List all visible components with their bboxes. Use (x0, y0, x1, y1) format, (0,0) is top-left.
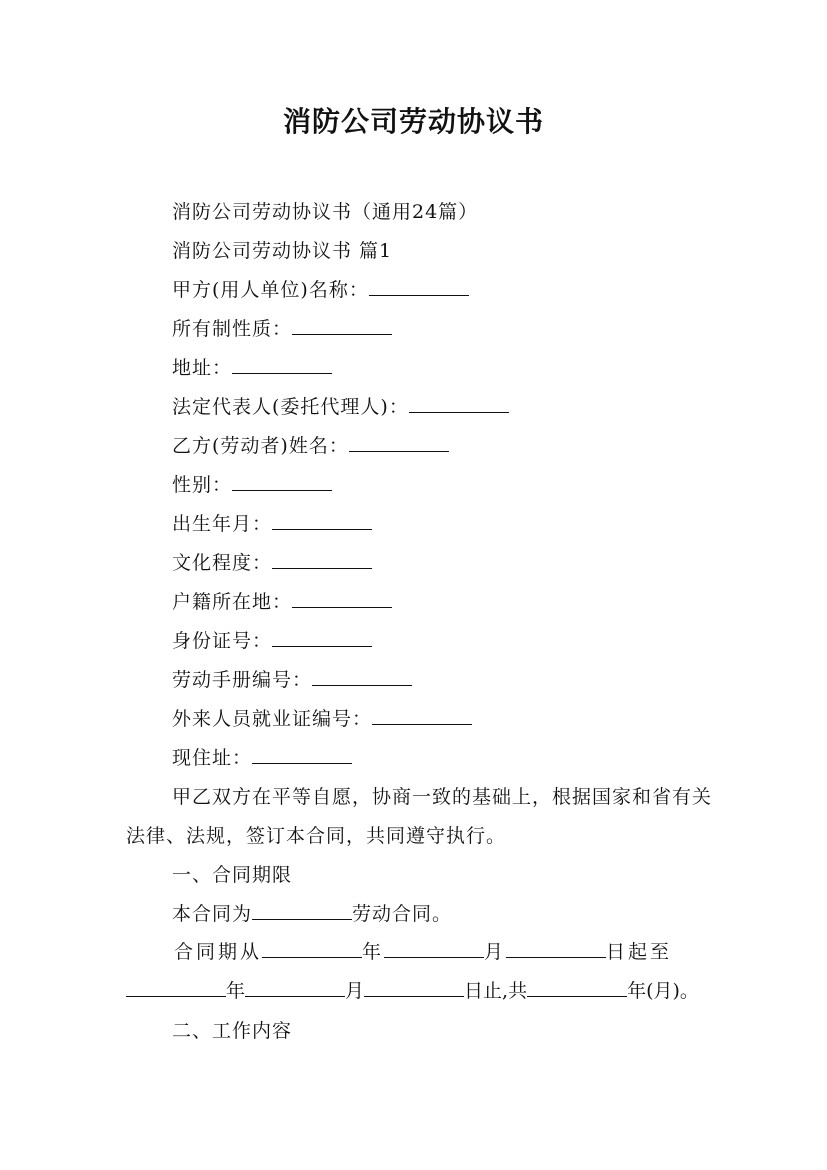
field-blank (232, 470, 332, 491)
section-title: 消防公司劳动协议书 篇1 (172, 240, 393, 262)
term-from-label: 合同期从 (174, 941, 263, 963)
field-row (172, 704, 472, 734)
field-blank (292, 587, 392, 608)
field-blank (252, 743, 352, 764)
term-day-start-label: 日起至 (606, 941, 673, 963)
field-row (172, 353, 332, 383)
field-label: 出生年月： (172, 513, 273, 535)
field-row (172, 587, 392, 617)
field-blank (272, 626, 372, 647)
field-row (172, 665, 412, 695)
field-row (172, 509, 372, 539)
field-label: 劳动手册编号： (172, 669, 313, 691)
field-blank (409, 392, 509, 413)
term-blank (245, 976, 345, 997)
field-label: 外来人员就业证编号： (172, 708, 373, 730)
field-label: 身份证号： (172, 630, 273, 652)
term-blank (126, 976, 226, 997)
field-label: 现住址： (172, 747, 253, 769)
clause-heading: 二、工作内容 (172, 1020, 293, 1042)
term-year-label: 年 (362, 941, 385, 963)
field-blank (349, 431, 449, 452)
field-row (172, 548, 372, 578)
field-blank (272, 509, 372, 530)
subtitle: 消防公司劳动协议书（通用24篇） (172, 201, 479, 223)
term-blank (262, 937, 362, 958)
field-blank (369, 275, 469, 296)
contract-term-row-1 (126, 933, 716, 972)
field-label: 乙方(劳动者)姓名： (172, 435, 349, 457)
field-label: 性别： (172, 474, 233, 496)
term-blank (506, 937, 606, 958)
term-year-label: 年 (226, 980, 246, 1002)
field-row (172, 470, 332, 500)
field-row (172, 743, 352, 773)
field-label: 法定代表人(委托代理人)： (172, 396, 409, 418)
contract-term-paragraph (126, 933, 716, 1011)
term-day-end-label: 日止,共 (464, 980, 528, 1002)
field-label: 所有制性质： (172, 318, 293, 340)
term-year-month-label: 年(月)。 (627, 980, 699, 1002)
field-blank (232, 353, 332, 374)
intro-paragraph: 甲乙双方在平等自愿，协商一致的基础上，根据国家和省有关法律、法规，签订本合同，共同遵守执行。 (126, 786, 713, 847)
field-blank (292, 314, 392, 335)
field-label: 文化程度： (172, 552, 273, 574)
field-label: 户籍所在地： (172, 591, 293, 613)
clause-heading: 一、合同期限 (172, 864, 293, 886)
contract-type-suffix: 劳动合同。 (352, 903, 453, 925)
field-label: 地址： (172, 357, 233, 379)
field-label: 甲方(用人单位)名称： (172, 279, 369, 301)
contract-type-blank (252, 899, 352, 920)
term-blank (527, 976, 627, 997)
field-blank (372, 704, 472, 725)
field-row (172, 314, 392, 344)
field-row (172, 392, 509, 422)
field-blank (272, 548, 372, 569)
term-blank (384, 937, 484, 958)
field-row (172, 275, 469, 305)
field-blank (312, 665, 412, 686)
field-row (172, 431, 449, 461)
contract-term-row-2 (126, 972, 716, 1011)
contract-type-prefix: 本合同为 (172, 903, 253, 925)
document-title: 消防公司劳动协议书 (282, 105, 544, 138)
term-month-label: 月 (345, 980, 365, 1002)
term-month-label: 月 (484, 941, 507, 963)
contract-type-row (172, 899, 452, 929)
term-blank (364, 976, 464, 997)
field-row (172, 626, 372, 656)
